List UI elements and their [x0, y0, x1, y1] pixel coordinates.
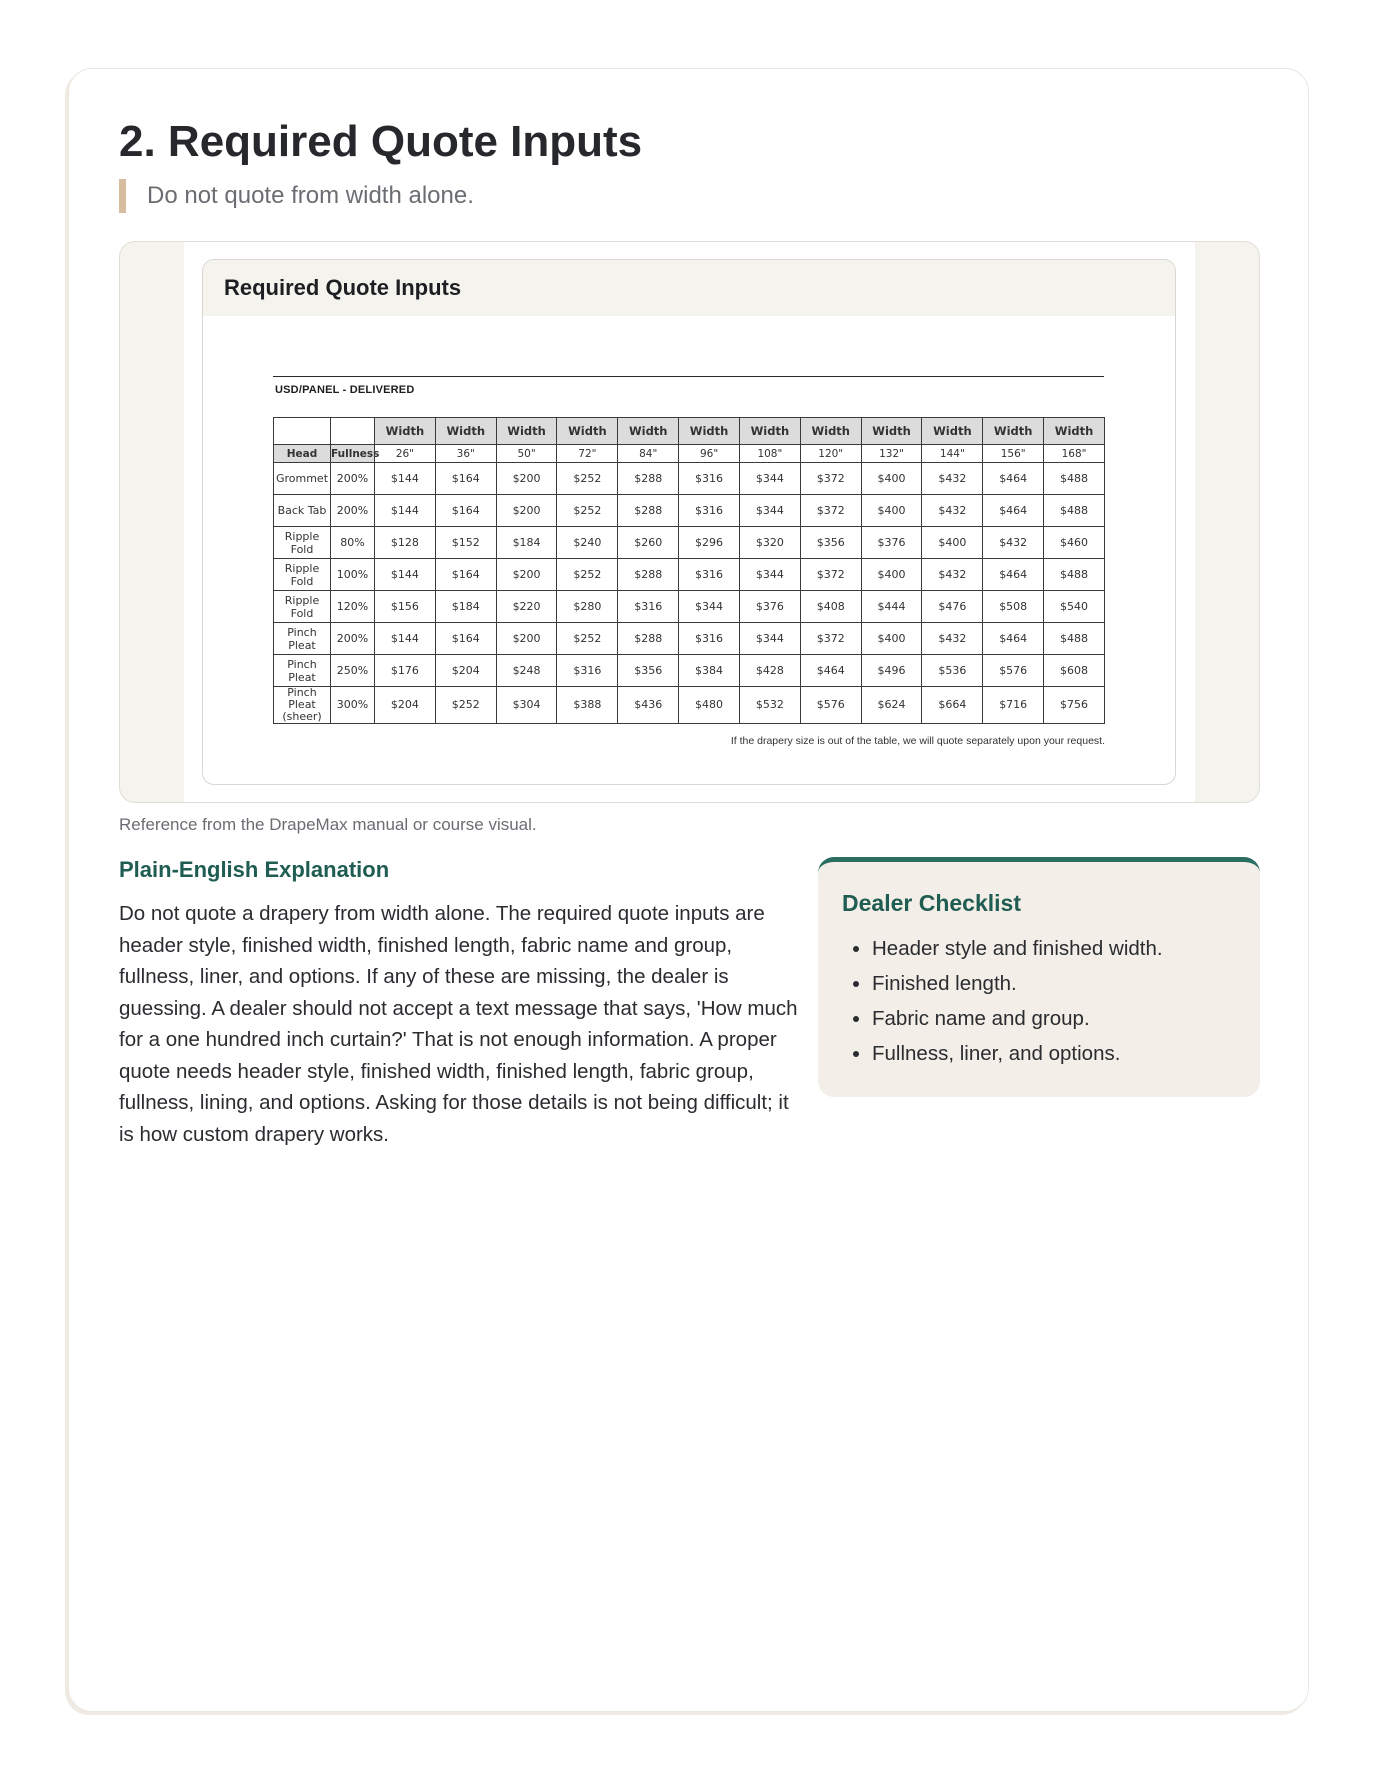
price-cell: $316	[679, 559, 740, 591]
price-cell: $184	[435, 591, 496, 623]
checklist-item: • Finished length.	[872, 966, 1236, 1001]
explanation-section	[119, 857, 799, 1150]
price-cell: $400	[861, 463, 922, 495]
price-cell: $756	[1044, 687, 1105, 724]
page-subtitle: Do not quote from width alone.	[119, 179, 474, 213]
price-cell: $204	[375, 687, 436, 724]
figure-caption: Reference from the DrapeMax manual or course visual.	[119, 815, 537, 834]
price-cell: $304	[496, 687, 557, 724]
head-style-cell: Pinch Pleat	[274, 655, 331, 687]
price-cell: $296	[679, 527, 740, 559]
price-cell: $320	[739, 527, 800, 559]
table-row	[274, 655, 1105, 687]
price-cell: $164	[435, 495, 496, 527]
figure-header-title: Required Quote Inputs	[224, 275, 462, 300]
price-cell: $204	[435, 655, 496, 687]
price-cell: $356	[800, 527, 861, 559]
price-cell: $152	[435, 527, 496, 559]
head-style-cell: Grommet	[274, 463, 331, 495]
width-value-cell: 72"	[557, 445, 618, 463]
price-cell: $476	[922, 591, 983, 623]
width-value-cell: 26"	[375, 445, 436, 463]
price-cell: $540	[1044, 591, 1105, 623]
price-cell: $372	[800, 463, 861, 495]
fullness-cell: 100%	[331, 559, 375, 591]
price-cell: $464	[800, 655, 861, 687]
checklist-item: • Header style and finished width.	[872, 931, 1236, 966]
table-header-row	[274, 445, 1105, 463]
width-value-cell: 84"	[618, 445, 679, 463]
price-cell: $252	[557, 623, 618, 655]
price-cell: $400	[922, 527, 983, 559]
table-footnote: If the drapery size is out of the table, we will quote separately upon your request.	[730, 735, 1105, 747]
width-header-cell: Width	[739, 418, 800, 445]
width-header-cell: Width	[496, 418, 557, 445]
price-cell: $288	[618, 559, 679, 591]
price-cell: $252	[557, 495, 618, 527]
fullness-cell: 120%	[331, 591, 375, 623]
price-cell: $288	[618, 495, 679, 527]
fullness-cell: 200%	[331, 495, 375, 527]
price-cell: $144	[375, 495, 436, 527]
price-cell: $400	[861, 559, 922, 591]
price-cell: $316	[679, 623, 740, 655]
price-cell: $716	[983, 687, 1044, 724]
price-cell: $376	[861, 527, 922, 559]
price-cell: $488	[1044, 623, 1105, 655]
width-header-cell: Width	[800, 418, 861, 445]
page-card	[68, 68, 1309, 1712]
price-cell: $164	[435, 623, 496, 655]
price-cell: $260	[618, 527, 679, 559]
price-cell: $444	[861, 591, 922, 623]
width-header-cell: Width	[861, 418, 922, 445]
price-cell: $316	[679, 463, 740, 495]
width-value-cell: 96"	[679, 445, 740, 463]
price-cell: $344	[679, 591, 740, 623]
width-header-cell: Width	[557, 418, 618, 445]
price-cell: $400	[861, 495, 922, 527]
price-cell: $316	[679, 495, 740, 527]
checklist-item: • Fabric name and group.	[872, 1001, 1236, 1036]
head-style-cell: Ripple Fold	[274, 591, 331, 623]
price-cell: $432	[922, 623, 983, 655]
price-cell: $184	[496, 527, 557, 559]
table-corner-cell	[274, 418, 331, 445]
figure-rule	[273, 376, 1104, 377]
price-cell: $144	[375, 623, 436, 655]
page-title: 2. Required Quote Inputs	[119, 117, 643, 166]
price-cell: $128	[375, 527, 436, 559]
price-cell: $432	[922, 495, 983, 527]
width-value-cell: 168"	[1044, 445, 1105, 463]
explanation-heading: Plain-English Explanation	[119, 857, 390, 882]
price-cell: $252	[557, 463, 618, 495]
fullness-cell: 300%	[331, 687, 375, 724]
fullness-cell: 200%	[331, 623, 375, 655]
table-row	[274, 559, 1105, 591]
price-cell: $436	[618, 687, 679, 724]
table-row	[274, 687, 1105, 724]
dealer-checklist	[818, 857, 1260, 1097]
width-header-cell: Width	[375, 418, 436, 445]
explanation-body: Do not quote a drapery from width alone. The required quote inputs are header style, finished width, finished length, fabric name and group, fullness, liner, and options. If any of these are missing, the dealer is guessing. A dealer should not accept a text message that says, 'How much for a one hundred inch curtain?' That is not enough information. A proper quote needs header style, finished width, finished length, fabric group, fullness, lining, and options. Asking for those details is not being difficult; it is how custom drapery works.	[119, 902, 798, 1146]
price-cell: $164	[435, 463, 496, 495]
price-cell: $288	[618, 623, 679, 655]
price-cell: $624	[861, 687, 922, 724]
width-header-cell: Width	[1044, 418, 1105, 445]
price-cell: $488	[1044, 559, 1105, 591]
head-style-cell: Pinch Pleat	[274, 623, 331, 655]
price-cell: $200	[496, 495, 557, 527]
price-cell: $608	[1044, 655, 1105, 687]
price-cell: $248	[496, 655, 557, 687]
width-value-cell: 156"	[983, 445, 1044, 463]
price-cell: $356	[618, 655, 679, 687]
width-value-cell: 144"	[922, 445, 983, 463]
head-column-header: Head	[274, 445, 331, 463]
fullness-cell: 200%	[331, 463, 375, 495]
head-style-cell: Pinch Pleat (sheer)	[274, 687, 331, 724]
price-cell: $536	[922, 655, 983, 687]
width-header-cell: Width	[679, 418, 740, 445]
price-cell: $220	[496, 591, 557, 623]
price-cell: $464	[983, 495, 1044, 527]
price-cell: $432	[983, 527, 1044, 559]
price-cell: $532	[739, 687, 800, 724]
price-cell: $200	[496, 559, 557, 591]
price-cell: $252	[435, 687, 496, 724]
figure-header	[203, 260, 1175, 316]
price-cell: $664	[922, 687, 983, 724]
head-style-cell: Ripple Fold	[274, 559, 331, 591]
price-cell: $480	[679, 687, 740, 724]
fullness-column-header: Fullness	[331, 445, 375, 463]
table-corner-cell	[331, 418, 375, 445]
price-cell: $432	[922, 463, 983, 495]
price-cell: $240	[557, 527, 618, 559]
table-row	[274, 527, 1105, 559]
width-header-cell: Width	[435, 418, 496, 445]
width-value-cell: 132"	[861, 445, 922, 463]
width-value-cell: 108"	[739, 445, 800, 463]
width-value-cell: 36"	[435, 445, 496, 463]
price-cell: $144	[375, 463, 436, 495]
price-cell: $464	[983, 559, 1044, 591]
price-cell: $508	[983, 591, 1044, 623]
width-header-cell: Width	[618, 418, 679, 445]
width-header-cell: Width	[983, 418, 1044, 445]
price-cell: $372	[800, 623, 861, 655]
price-cell: $176	[375, 655, 436, 687]
table-row	[274, 463, 1105, 495]
price-cell: $576	[800, 687, 861, 724]
price-cell: $372	[800, 495, 861, 527]
checklist-title: Dealer Checklist	[842, 890, 1021, 916]
table-row	[274, 623, 1105, 655]
price-cell: $488	[1044, 463, 1105, 495]
reference-image	[184, 242, 1195, 802]
table-row	[274, 495, 1105, 527]
price-cell: $576	[983, 655, 1044, 687]
price-cell: $200	[496, 623, 557, 655]
price-cell: $464	[983, 623, 1044, 655]
price-cell: $252	[557, 559, 618, 591]
price-cell: $376	[739, 591, 800, 623]
price-cell: $288	[618, 463, 679, 495]
price-cell: $344	[739, 559, 800, 591]
table-header-row	[274, 418, 1105, 445]
price-cell: $460	[1044, 527, 1105, 559]
price-cell: $496	[861, 655, 922, 687]
price-cell: $156	[375, 591, 436, 623]
checklist-item: • Fullness, liner, and options.	[872, 1036, 1236, 1071]
width-value-cell: 50"	[496, 445, 557, 463]
price-cell: $432	[922, 559, 983, 591]
price-cell: $408	[800, 591, 861, 623]
price-cell: $144	[375, 559, 436, 591]
head-style-cell: Ripple Fold	[274, 527, 331, 559]
price-cell: $372	[800, 559, 861, 591]
fullness-cell: 250%	[331, 655, 375, 687]
price-cell: $164	[435, 559, 496, 591]
price-cell: $344	[739, 463, 800, 495]
figure-frame	[119, 241, 1260, 803]
price-cell: $388	[557, 687, 618, 724]
price-cell: $344	[739, 623, 800, 655]
price-cell: $400	[861, 623, 922, 655]
price-cell: $464	[983, 463, 1044, 495]
figure-panel	[202, 259, 1176, 785]
width-value-cell: 120"	[800, 445, 861, 463]
checklist-list	[842, 931, 1236, 1071]
fullness-cell: 80%	[331, 527, 375, 559]
table-row	[274, 591, 1105, 623]
price-cell: $280	[557, 591, 618, 623]
price-cell: $344	[739, 495, 800, 527]
width-header-cell: Width	[922, 418, 983, 445]
price-cell: $428	[739, 655, 800, 687]
price-table	[273, 417, 1105, 724]
price-cell: $200	[496, 463, 557, 495]
price-cell: $316	[618, 591, 679, 623]
price-cell: $316	[557, 655, 618, 687]
price-cell: $384	[679, 655, 740, 687]
price-cell: $488	[1044, 495, 1105, 527]
unit-label: USD/PANEL - DELIVERED	[275, 384, 415, 396]
head-style-cell: Back Tab	[274, 495, 331, 527]
